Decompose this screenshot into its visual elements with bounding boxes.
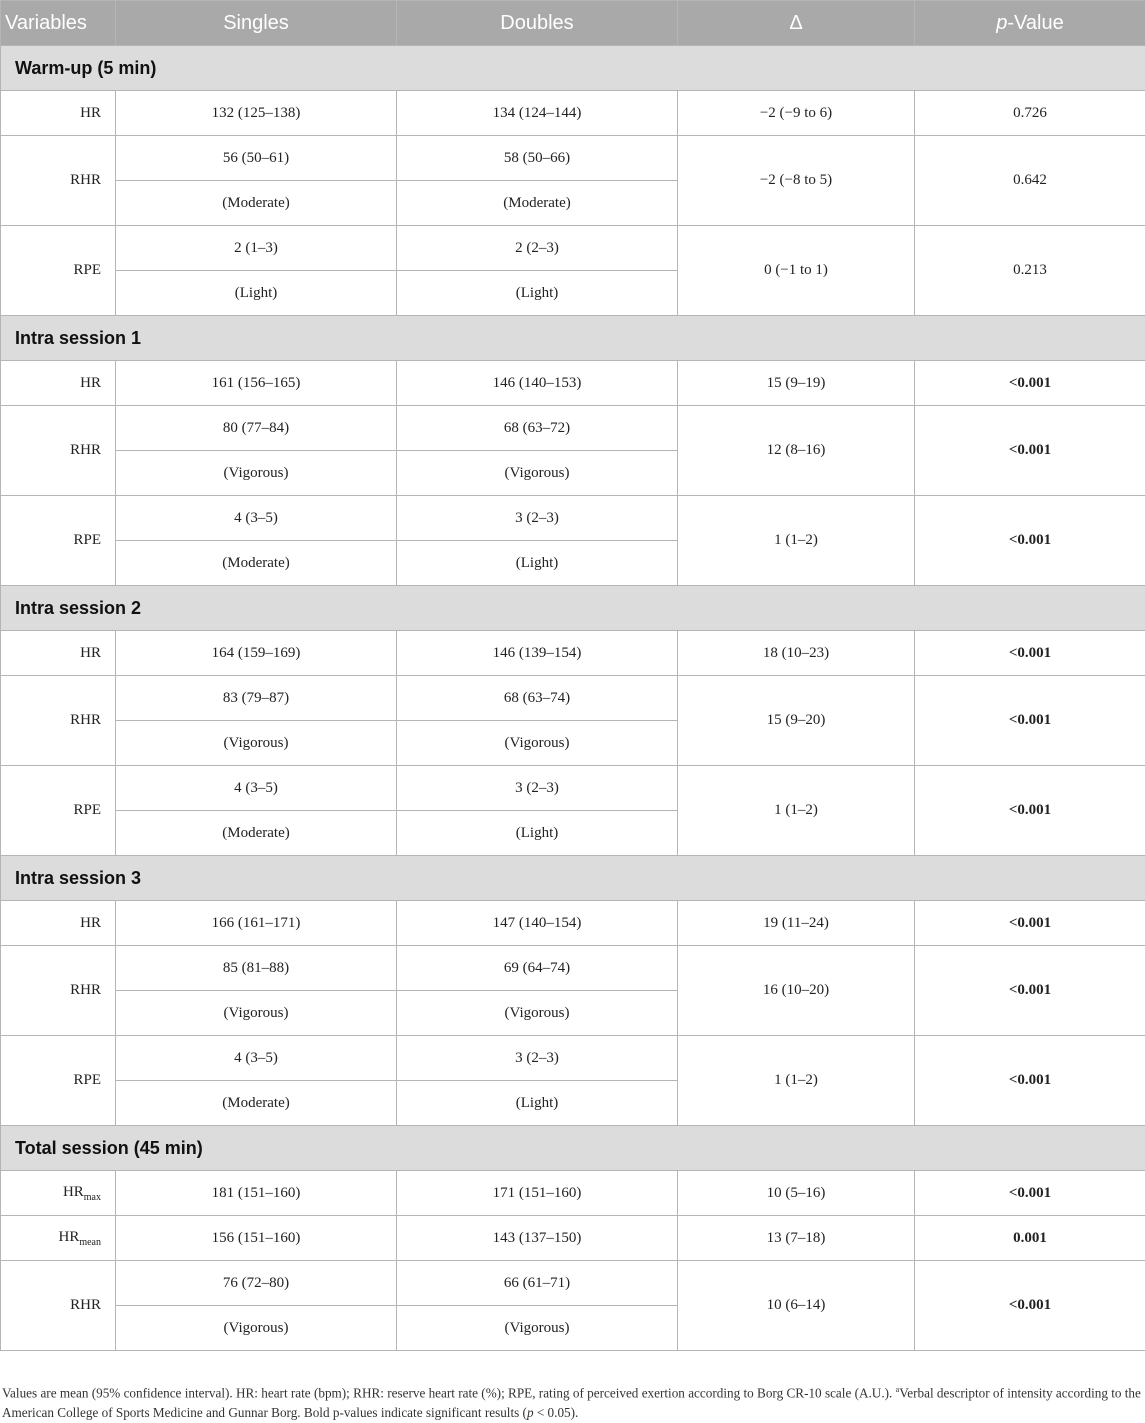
section-header-row (1, 46, 1145, 91)
variable-name: HR (80, 645, 101, 661)
variable-subscript: max (84, 1192, 101, 1203)
doubles-value: 171 (151–160) (397, 1171, 678, 1216)
doubles-value: 3 (2–3) (397, 1036, 678, 1081)
doubles-descriptor: (Light) (397, 541, 678, 586)
header-p-suffix: -Value (1007, 12, 1063, 34)
table-row (1, 1261, 1145, 1306)
variable-cell (1, 1036, 116, 1126)
table-row (1, 766, 1145, 811)
section-title: Total session (45 min) (1, 1126, 1145, 1171)
delta-value: −2 (−8 to 5) (678, 136, 915, 226)
doubles-value: 69 (64–74) (397, 946, 678, 991)
variable-cell (1, 1261, 116, 1351)
p-value: <0.001 (915, 946, 1145, 1036)
p-value: <0.001 (915, 676, 1145, 766)
section-header-row (1, 586, 1145, 631)
table-row (1, 406, 1145, 451)
footnote-p-symbol: p (527, 1405, 534, 1420)
section-title: Intra session 1 (1, 316, 1145, 361)
singles-value: 4 (3–5) (116, 766, 397, 811)
delta-value: 10 (6–14) (678, 1261, 915, 1351)
delta-value: 19 (11–24) (678, 901, 915, 946)
table-row (1, 946, 1145, 991)
footnote-mark: a (896, 1385, 900, 1394)
singles-descriptor: (Moderate) (116, 1081, 397, 1126)
singles-descriptor: (Moderate) (116, 181, 397, 226)
doubles-value: 3 (2–3) (397, 766, 678, 811)
doubles-value: 146 (140–153) (397, 361, 678, 406)
variable-cell (1, 901, 116, 946)
doubles-descriptor: (Vigorous) (397, 451, 678, 496)
table-footnote (2, 1380, 1142, 1423)
doubles-descriptor: (Moderate) (397, 181, 678, 226)
header-variables: Variables (1, 1, 116, 46)
table-header-row (1, 1, 1145, 46)
singles-value: 156 (151–160) (116, 1216, 397, 1261)
delta-value: 1 (1–2) (678, 1036, 915, 1126)
variable-name: HR (80, 105, 101, 121)
variable-cell (1, 361, 116, 406)
singles-value: 132 (125–138) (116, 91, 397, 136)
p-value: <0.001 (915, 1171, 1145, 1216)
header-doubles: Doubles (397, 1, 678, 46)
doubles-descriptor: (Vigorous) (397, 721, 678, 766)
variable-name: RHR (70, 172, 101, 188)
doubles-value: 68 (63–74) (397, 676, 678, 721)
doubles-value: 143 (137–150) (397, 1216, 678, 1261)
footnote-text-2: Verbal descriptor of intensity according to the American College of Sports Medicine and Gunnar Borg. Bold p-values indicate significant results ( (2, 1385, 1141, 1420)
table-row (1, 676, 1145, 721)
singles-descriptor: (Moderate) (116, 811, 397, 856)
p-value: 0.213 (915, 226, 1145, 316)
variable-name: HR (63, 1184, 84, 1200)
doubles-value: 146 (139–154) (397, 631, 678, 676)
delta-value: 12 (8–16) (678, 406, 915, 496)
doubles-value: 147 (140–154) (397, 901, 678, 946)
section-title: Warm-up (5 min) (1, 46, 1145, 91)
singles-value: 164 (159–169) (116, 631, 397, 676)
table-row (1, 91, 1145, 136)
section-header-row (1, 856, 1145, 901)
singles-value: 4 (3–5) (116, 1036, 397, 1081)
singles-value: 56 (50–61) (116, 136, 397, 181)
singles-value: 2 (1–3) (116, 226, 397, 271)
doubles-value: 3 (2–3) (397, 496, 678, 541)
footnote-text-1: Values are mean (95% confidence interval). HR: heart rate (bpm); RHR: reserve heart rate (%); RPE, rating of perceived exertion according to Borg CR-10 scale (A.U.). (2, 1385, 896, 1400)
header-p-value (915, 1, 1145, 46)
doubles-descriptor: (Light) (397, 811, 678, 856)
variable-name: RHR (70, 442, 101, 458)
table-row (1, 1216, 1145, 1261)
p-value: <0.001 (915, 1261, 1145, 1351)
section-title: Intra session 3 (1, 856, 1145, 901)
section-header-row (1, 1126, 1145, 1171)
variable-name: RPE (73, 262, 101, 278)
table-row (1, 361, 1145, 406)
delta-value: 1 (1–2) (678, 496, 915, 586)
delta-value: 15 (9–20) (678, 676, 915, 766)
p-value: 0.001 (915, 1216, 1145, 1261)
singles-value: 4 (3–5) (116, 496, 397, 541)
table-row (1, 136, 1145, 181)
variable-name: RHR (70, 982, 101, 998)
variable-cell (1, 1171, 116, 1216)
variable-cell (1, 226, 116, 316)
p-value: <0.001 (915, 361, 1145, 406)
variable-cell (1, 136, 116, 226)
header-p-symbol: p (996, 12, 1007, 34)
doubles-value: 58 (50–66) (397, 136, 678, 181)
p-value: <0.001 (915, 901, 1145, 946)
table-row (1, 1171, 1145, 1216)
doubles-value: 134 (124–144) (397, 91, 678, 136)
delta-value: 18 (10–23) (678, 631, 915, 676)
table-row (1, 1036, 1145, 1081)
header-singles: Singles (116, 1, 397, 46)
delta-value: 13 (7–18) (678, 1216, 915, 1261)
variable-name: RHR (70, 1297, 101, 1313)
footnote-text-3: < 0.05). (534, 1405, 579, 1420)
singles-descriptor: (Vigorous) (116, 721, 397, 766)
delta-value: 15 (9–19) (678, 361, 915, 406)
section-header-row (1, 316, 1145, 361)
singles-value: 85 (81–88) (116, 946, 397, 991)
singles-descriptor: (Vigorous) (116, 991, 397, 1036)
doubles-descriptor: (Light) (397, 271, 678, 316)
variable-name: HR (80, 915, 101, 931)
variable-cell (1, 631, 116, 676)
delta-value: 10 (5–16) (678, 1171, 915, 1216)
doubles-descriptor: (Light) (397, 1081, 678, 1126)
delta-value: −2 (−9 to 6) (678, 91, 915, 136)
singles-descriptor: (Vigorous) (116, 451, 397, 496)
singles-value: 181 (151–160) (116, 1171, 397, 1216)
variable-cell (1, 676, 116, 766)
table-row (1, 496, 1145, 541)
doubles-descriptor: (Vigorous) (397, 991, 678, 1036)
p-value: <0.001 (915, 496, 1145, 586)
variable-name: RPE (73, 532, 101, 548)
p-value: 0.726 (915, 91, 1145, 136)
doubles-descriptor: (Vigorous) (397, 1306, 678, 1351)
doubles-value: 66 (61–71) (397, 1261, 678, 1306)
table-row (1, 226, 1145, 271)
variable-name: HR (80, 375, 101, 391)
doubles-value: 68 (63–72) (397, 406, 678, 451)
table-body (1, 46, 1145, 1351)
p-value: <0.001 (915, 766, 1145, 856)
singles-descriptor: (Moderate) (116, 541, 397, 586)
variable-cell (1, 496, 116, 586)
singles-descriptor: (Light) (116, 271, 397, 316)
variable-cell (1, 91, 116, 136)
variable-name: HR (59, 1229, 80, 1245)
doubles-value: 2 (2–3) (397, 226, 678, 271)
p-value: <0.001 (915, 631, 1145, 676)
p-value: <0.001 (915, 1036, 1145, 1126)
section-title: Intra session 2 (1, 586, 1145, 631)
delta-value: 1 (1–2) (678, 766, 915, 856)
singles-value: 161 (156–165) (116, 361, 397, 406)
variable-cell (1, 406, 116, 496)
singles-value: 166 (161–171) (116, 901, 397, 946)
delta-value: 16 (10–20) (678, 946, 915, 1036)
variable-cell (1, 1216, 116, 1261)
variable-name: RPE (73, 802, 101, 818)
singles-value: 80 (77–84) (116, 406, 397, 451)
header-delta: Δ (678, 1, 915, 46)
singles-descriptor: (Vigorous) (116, 1306, 397, 1351)
variable-subscript: mean (79, 1237, 101, 1248)
p-value: 0.642 (915, 136, 1145, 226)
variable-name: RPE (73, 1072, 101, 1088)
singles-value: 76 (72–80) (116, 1261, 397, 1306)
delta-value: 0 (−1 to 1) (678, 226, 915, 316)
variable-name: RHR (70, 712, 101, 728)
variable-cell (1, 946, 116, 1036)
p-value: <0.001 (915, 406, 1145, 496)
table-row (1, 901, 1145, 946)
table-row (1, 631, 1145, 676)
variable-cell (1, 766, 116, 856)
singles-value: 83 (79–87) (116, 676, 397, 721)
